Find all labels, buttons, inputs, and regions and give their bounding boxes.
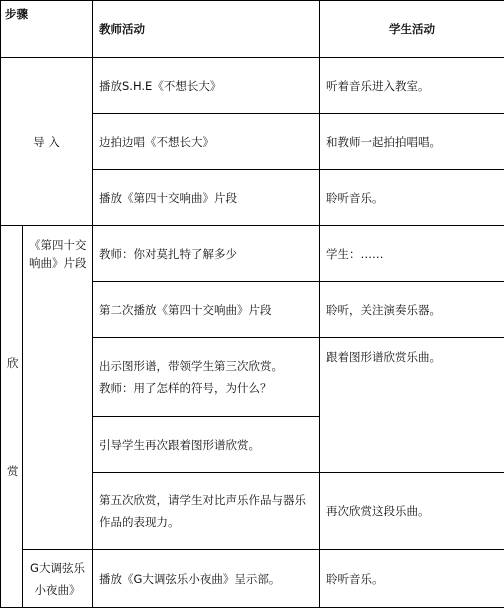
- student-activity-cell: 和教师一起拍拍唱唱。: [320, 114, 504, 170]
- teacher-activity-line: 出示图形谱，带领学生第三次欣赏。: [99, 355, 313, 377]
- student-activity-cell: 聆听音乐。: [320, 550, 504, 608]
- teacher-activity-cell: 第二次播放《第四十交响曲》片段: [93, 282, 320, 338]
- table-row: [1, 58, 504, 114]
- student-activity-cell: 再次欣赏这段乐曲。: [320, 473, 504, 550]
- symphony-40-label: 《第四十交响曲》片段: [23, 226, 93, 550]
- serenade-g-major-label: [23, 550, 93, 608]
- student-activity-cell: 学生：……: [320, 226, 504, 282]
- teacher-activity-cell: 引导学生再次跟着图形谱欣赏。: [93, 417, 320, 473]
- serenade-label-line: 小夜曲》: [25, 579, 90, 601]
- student-activity-cell: 聆听，关注演奏乐器。: [320, 282, 504, 338]
- student-activity-header: 学生活动: [320, 1, 504, 58]
- appreciation-step-label: [1, 226, 23, 608]
- intro-step-label: 导 入: [1, 58, 93, 226]
- student-activity-cell: 跟着图形谱欣赏乐曲。: [320, 338, 504, 473]
- teacher-activity-line: 教师：用了怎样的符号，为什么？: [99, 377, 313, 399]
- teacher-activity-cell: [93, 338, 320, 417]
- teacher-activity-cell: [93, 473, 320, 550]
- student-activity-cell: 聆听音乐。: [320, 170, 504, 226]
- appreciation-label-bottom: 赏: [7, 462, 16, 480]
- teacher-activity-cell: 播放S.H.E《不想长大》: [93, 58, 320, 114]
- teacher-activity-cell: 教师：你对莫扎特了解多少: [93, 226, 320, 282]
- table-header-row: [1, 1, 504, 58]
- teacher-activity-cell: 播放《G大调弦乐小夜曲》呈示部。: [93, 550, 320, 608]
- table-row: [1, 226, 504, 282]
- table-row: [1, 550, 504, 608]
- teacher-activity-cell: 边拍边唱《不想长大》: [93, 114, 320, 170]
- teacher-activity-cell: 播放《第四十交响曲》片段: [93, 170, 320, 226]
- serenade-label-line: G大调弦乐: [25, 557, 90, 579]
- steps-header: 步骤: [1, 1, 93, 58]
- teacher-activity-line: 作品的表现力。: [99, 511, 313, 533]
- teacher-activity-header: 教师活动: [93, 1, 320, 58]
- teacher-activity-line: 第五次欣赏，请学生对比声乐作品与器乐: [99, 489, 313, 511]
- appreciation-label-top: 欣: [7, 354, 16, 372]
- student-activity-cell: 听着音乐进入教室。: [320, 58, 504, 114]
